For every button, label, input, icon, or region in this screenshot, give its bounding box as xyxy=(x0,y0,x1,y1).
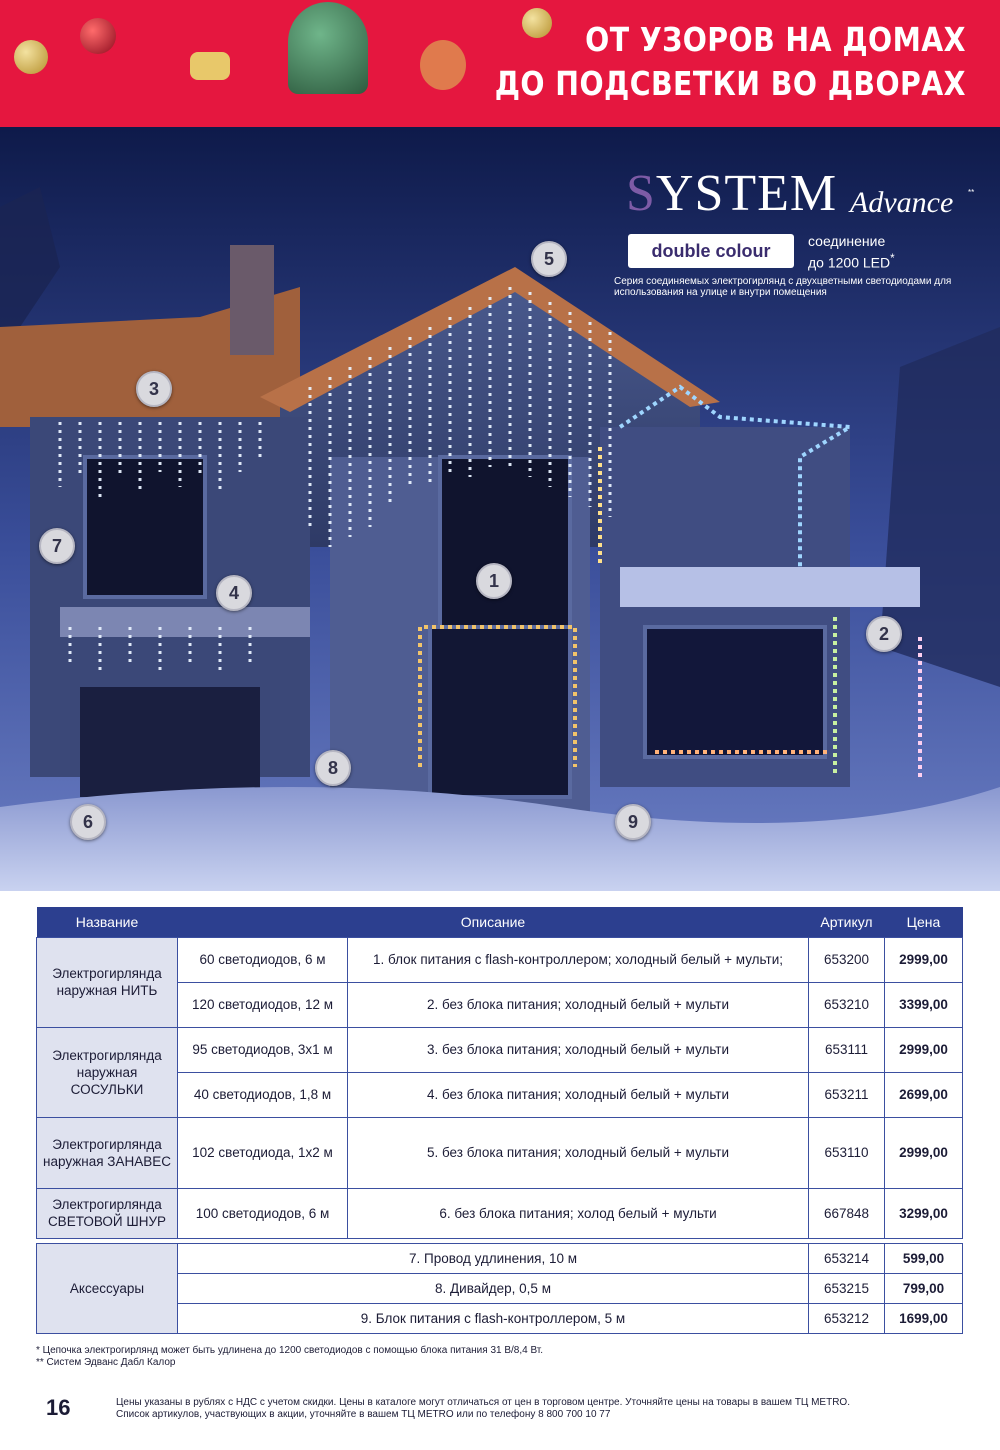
product-description: 1. блок питания с flash-контроллером; холодный белый + мульти; xyxy=(348,937,809,982)
product-spec: 95 светодиодов, 3х1 м xyxy=(178,1027,348,1072)
callout-badge-4: 4 xyxy=(216,575,252,611)
double-colour-badge: double colour xyxy=(628,234,794,268)
accessory-sku: 653214 xyxy=(809,1244,885,1274)
product-spec: 120 светодиодов, 12 м xyxy=(178,982,348,1027)
logo-stars: ** xyxy=(968,188,975,197)
system-advance-logo xyxy=(614,164,975,304)
product-sku: 653110 xyxy=(809,1117,885,1188)
callout-badge-1: 1 xyxy=(476,563,512,599)
product-price: 2999,00 xyxy=(885,1027,963,1072)
accessory-price: 1699,00 xyxy=(885,1304,963,1334)
product-name: Электрогирлянда наружная СОСУЛЬКИ xyxy=(37,1027,178,1117)
product-spec: 40 светодиодов, 1,8 м xyxy=(178,1072,348,1117)
accessory-price: 599,00 xyxy=(885,1244,963,1274)
product-name: Электрогирлянда наружная НИТЬ xyxy=(37,937,178,1027)
series-description: Серия соединяемых электрогирлянд с двухцветными светодиодами для использования на улице и внутри помещения xyxy=(614,276,952,298)
col-header-sku: Артикул xyxy=(809,907,885,937)
table-row xyxy=(37,1027,963,1072)
logo-system-wordmark: SYSTEM xyxy=(626,165,838,222)
product-description: 2. без блока питания; холодный белый + мульти xyxy=(348,982,809,1027)
footer-disclaimer xyxy=(116,1397,956,1421)
page-number: 16 xyxy=(46,1395,71,1420)
product-price: 2999,00 xyxy=(885,937,963,982)
product-description: 5. без блока питания; холодный белый + мульти xyxy=(348,1117,809,1188)
col-header-price: Цена xyxy=(885,907,963,937)
callout-badge-8: 8 xyxy=(315,750,351,786)
accessory-description: 8. Дивайдер, 0,5 м xyxy=(178,1274,809,1304)
callout-badge-5: 5 xyxy=(531,241,567,277)
accessory-description: 9. Блок питания с flash-контроллером, 5 м xyxy=(178,1304,809,1334)
footer-line-2: Список артикулов, участвующих в акции, уточняйте в вашем ТЦ METRO или по телефону 8 800 700 10 77 xyxy=(116,1409,611,1420)
page-title xyxy=(495,18,966,106)
product-sku: 653210 xyxy=(809,982,885,1027)
accessory-description: 7. Провод удлинения, 10 м xyxy=(178,1244,809,1274)
product-price: 3299,00 xyxy=(885,1188,963,1238)
products-table xyxy=(36,907,963,1239)
footer-line-1: Цены указаны в рублях с НДС с учетом скидки. Цены в каталоге могут отличаться от цен в торговом центре. Уточняйте цены на товары в вашем ТЦ METRO. xyxy=(116,1397,850,1408)
table-header-row xyxy=(37,907,963,937)
product-spec: 102 светодиода, 1х2 м xyxy=(178,1117,348,1188)
logo-advance-script: Advance xyxy=(850,186,954,219)
connection-info: соединение до 1200 LED* xyxy=(808,233,895,271)
callout-badge-2: 2 xyxy=(866,616,902,652)
footnotes xyxy=(36,1345,543,1369)
product-price: 2999,00 xyxy=(885,1117,963,1188)
table-row xyxy=(37,1244,963,1274)
footnote-2: ** Систем Эдванс Дабл Калор xyxy=(36,1357,176,1368)
table-row xyxy=(37,1188,963,1238)
product-sku: 653111 xyxy=(809,1027,885,1072)
product-description: 6. без блока питания; холод белый + мульти xyxy=(348,1188,809,1238)
ornament-bell-icon xyxy=(288,2,368,94)
product-name: Электрогирлянда СВЕТОВОЙ ШНУР xyxy=(37,1188,178,1238)
product-price: 2699,00 xyxy=(885,1072,963,1117)
col-header-name: Название xyxy=(37,907,178,937)
accessories-name: Аксессуары xyxy=(37,1244,178,1334)
footnote-1: * Цепочка электрогирлянд может быть удлинена до 1200 светодиодов с помощью блока питания 31 В/8,4 Вт. xyxy=(36,1345,544,1356)
accessory-sku: 653212 xyxy=(809,1304,885,1334)
product-spec: 100 светодиодов, 6 м xyxy=(178,1188,348,1238)
product-sku: 653211 xyxy=(809,1072,885,1117)
ornament-gingerbread-icon xyxy=(420,40,466,90)
product-sku: 667848 xyxy=(809,1188,885,1238)
accessory-sku: 653215 xyxy=(809,1274,885,1304)
callout-badge-9: 9 xyxy=(615,804,651,840)
product-spec: 60 светодиодов, 6 м xyxy=(178,937,348,982)
col-header-description: Описание xyxy=(178,907,809,937)
product-description: 3. без блока питания; холодный белый + мульти xyxy=(348,1027,809,1072)
ornament-bow-icon xyxy=(190,52,230,80)
product-sku: 653200 xyxy=(809,937,885,982)
accessory-price: 799,00 xyxy=(885,1274,963,1304)
table-row xyxy=(37,937,963,982)
header-banner xyxy=(0,0,1000,127)
title-line-2: ДО ПОДСВЕТКИ ВО ДВОРАХ xyxy=(494,64,966,103)
table-row xyxy=(37,1117,963,1188)
ornament-ball-icon xyxy=(80,18,116,54)
ornament-ball-icon xyxy=(14,40,48,74)
product-price: 3399,00 xyxy=(885,982,963,1027)
title-line-1: ОТ УЗОРОВ НА ДОМАХ xyxy=(585,20,966,59)
callout-badge-7: 7 xyxy=(39,528,75,564)
accessories-table xyxy=(36,1243,963,1334)
callout-badge-6: 6 xyxy=(70,804,106,840)
callout-badge-3: 3 xyxy=(136,371,172,407)
product-name: Электрогирлянда наружная ЗАНАВЕС xyxy=(37,1117,178,1188)
product-description: 4. без блока питания; холодный белый + мульти xyxy=(348,1072,809,1117)
